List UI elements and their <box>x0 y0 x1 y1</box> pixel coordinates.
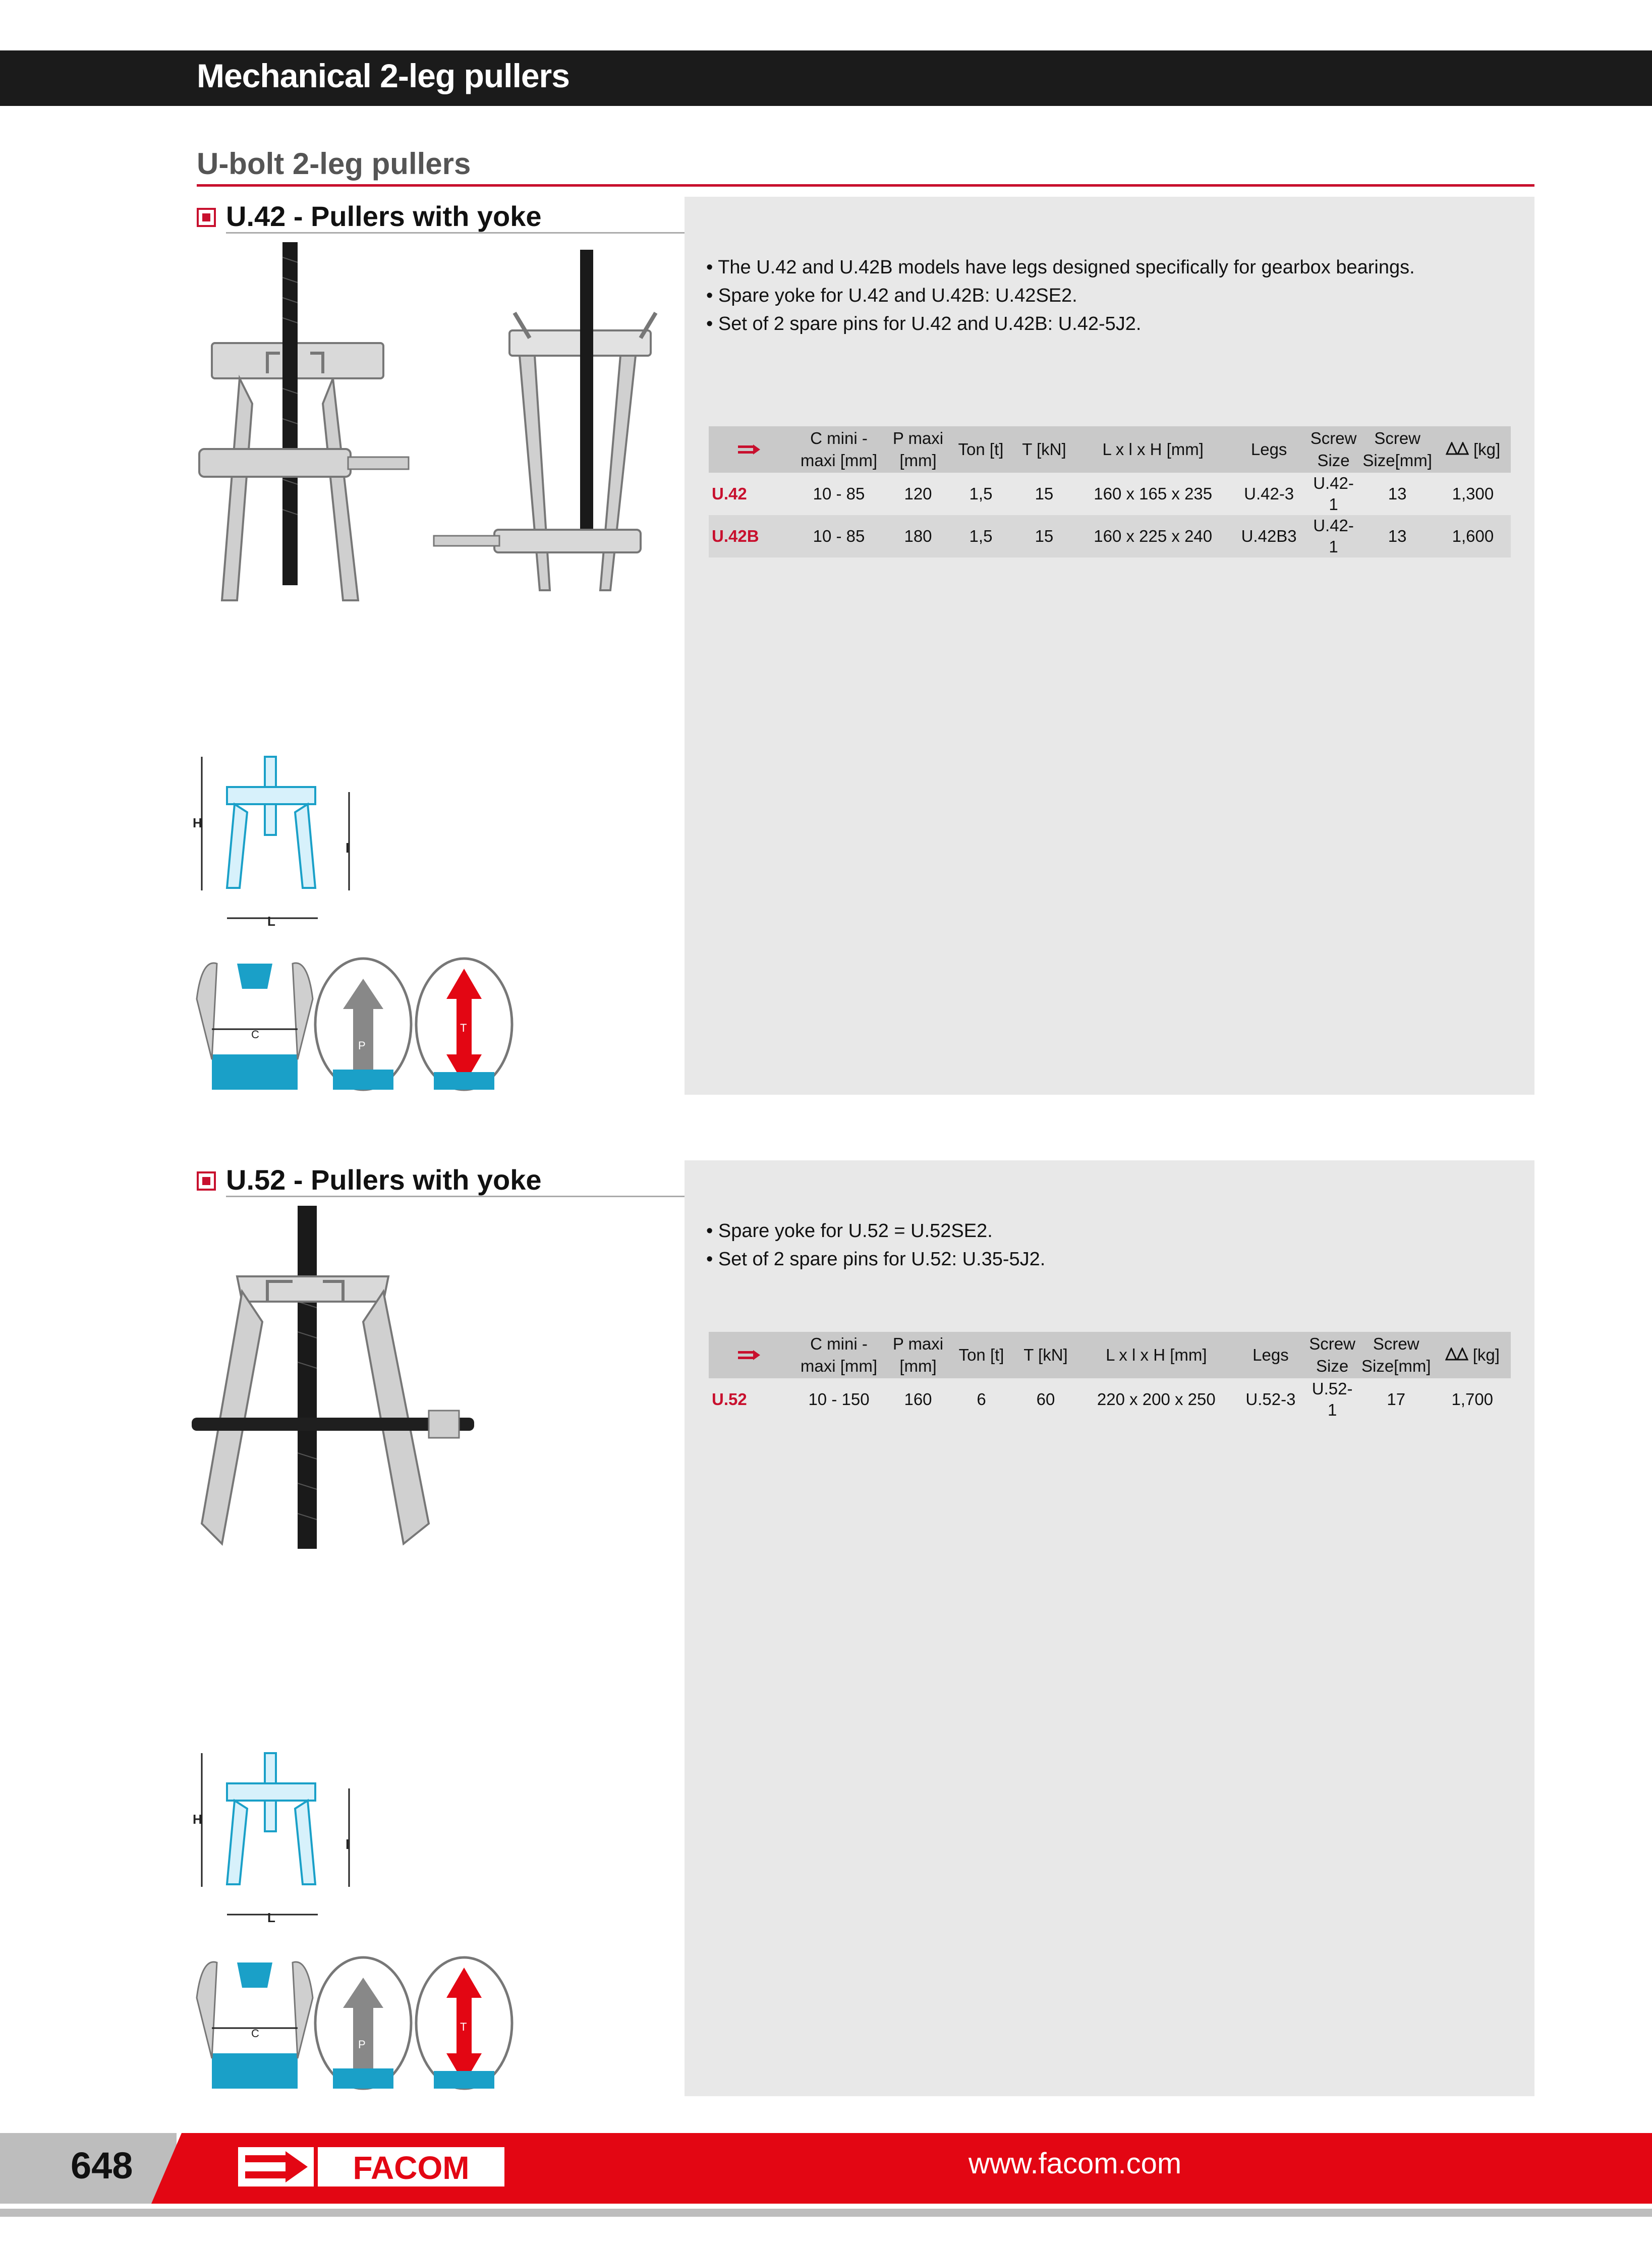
diagram-label-l: l <box>346 1837 350 1852</box>
note-item: • The U.42 and U.42B models have legs designed specifically for gearbox bearings. <box>706 253 1415 282</box>
usage-icons <box>192 1947 515 2099</box>
usage-icons <box>192 948 515 1100</box>
column-header: Screw Size <box>1306 1332 1358 1378</box>
note-item: • Spare yoke for U.42 and U.42B: U.42SE2. <box>706 282 1415 310</box>
table-header-row <box>709 1332 1511 1378</box>
red-square-icon <box>197 208 216 227</box>
column-header: L x l x H [mm] <box>1075 426 1231 473</box>
column-header: T [kN] <box>1014 1332 1077 1378</box>
product-heading-text: U.42 - Pullers with yoke <box>226 200 542 232</box>
cell: 180 <box>887 515 949 557</box>
product-heading-text: U.52 - Pullers with yoke <box>226 1164 542 1196</box>
column-header: T [kN] <box>1013 426 1075 473</box>
note-item: • Set of 2 spare pins for U.42 and U.42B: U.42-5J2. <box>706 310 1415 338</box>
section-title: U-bolt 2-leg pullers <box>197 147 471 181</box>
column-header: Legs <box>1235 1332 1306 1378</box>
usage-label-p: P <box>358 2038 366 2051</box>
cell: 220 x 200 x 250 <box>1097 1390 1216 1409</box>
footer-stripe <box>0 2209 1652 2217</box>
product-photo-u42 <box>192 237 666 621</box>
usage-label-p: P <box>358 1039 366 1052</box>
cell: 17 <box>1387 1390 1406 1409</box>
note-item: • Spare yoke for U.52 = U.52SE2. <box>706 1217 1045 1245</box>
cell: 10 - 85 <box>813 484 865 503</box>
usage-label-c: C <box>251 1028 259 1041</box>
puller-diagram <box>192 1743 368 1925</box>
column-header: Ton [t] <box>949 1332 1014 1378</box>
usage-label-t: T <box>460 1022 467 1034</box>
diagram-label-width: L <box>267 1910 275 1925</box>
column-header: L x l x H [mm] <box>1077 1332 1235 1378</box>
column-header: Legs <box>1231 426 1307 473</box>
website-link[interactable]: www.facom.com <box>969 2147 1182 2180</box>
cell: 1,300 <box>1452 484 1494 503</box>
cell: U.42-1 <box>1313 474 1354 514</box>
cell: U.42B3 <box>1231 515 1307 557</box>
column-header: P maxi [mm] <box>887 426 949 473</box>
cell: 13 <box>1359 515 1435 557</box>
cell: 160 x 165 x 235 <box>1094 484 1213 503</box>
column-header: P maxi [mm] <box>887 1332 949 1378</box>
spec-table-u52 <box>709 1332 1511 1421</box>
cell: 6 <box>977 1390 986 1409</box>
cell: 1,5 <box>969 484 993 503</box>
cell-ref: U.42B <box>709 515 790 557</box>
cell: 15 <box>1013 515 1075 557</box>
cell: 10 - 85 <box>790 515 887 557</box>
cell: 1,5 <box>949 515 1013 557</box>
spec-table-u42 <box>709 426 1511 557</box>
diagram-label-width: L <box>267 914 275 928</box>
table-row <box>709 1378 1511 1421</box>
section-divider <box>197 184 1534 187</box>
ref-column-header <box>709 1332 790 1378</box>
column-header: Screw Size[mm] <box>1358 1332 1434 1378</box>
note-item: • Set of 2 spare pins for U.52: U.35-5J2. <box>706 1245 1045 1273</box>
cell-ref: U.52 <box>712 1390 747 1409</box>
column-header: Ton [t] <box>949 426 1013 473</box>
column-header: Screw Size[mm] <box>1359 426 1435 473</box>
red-square-icon <box>197 1171 216 1191</box>
weight-icon <box>1446 442 1469 455</box>
column-header: C mini - maxi [mm] <box>790 426 887 473</box>
ref-icon <box>738 1350 761 1361</box>
table-row <box>709 515 1511 557</box>
cell: 15 <box>1035 484 1054 503</box>
usage-label-c: C <box>251 2027 259 2040</box>
cell: 13 <box>1388 484 1407 503</box>
facom-logo <box>237 2144 509 2190</box>
weight-icon <box>1445 1348 1468 1361</box>
column-header: C mini - maxi [mm] <box>790 1332 887 1378</box>
weight-column-header <box>1435 426 1511 473</box>
usage-label-t: T <box>460 2021 467 2033</box>
product-panel-u52 <box>685 1160 1534 2096</box>
ref-icon <box>738 444 761 455</box>
cell: 160 <box>904 1390 932 1409</box>
diagram-label-h: H <box>193 815 202 830</box>
puller-diagram <box>192 747 368 928</box>
weight-unit: [kg] <box>1472 1345 1500 1364</box>
cell: U.52-3 <box>1245 1390 1296 1409</box>
cell: U.42-1 <box>1307 515 1360 557</box>
cell: 10 - 150 <box>808 1390 870 1409</box>
cell: U.42-3 <box>1244 484 1294 503</box>
cell: 1,700 <box>1451 1390 1494 1409</box>
weight-column-header <box>1434 1332 1511 1378</box>
column-header: Screw Size <box>1307 426 1360 473</box>
table-header-row <box>709 426 1511 473</box>
diagram-label-l: l <box>346 840 350 856</box>
cell-ref: U.42 <box>712 484 747 503</box>
cell: 160 x 225 x 240 <box>1075 515 1231 557</box>
product-notes-u52 <box>706 1217 1045 1273</box>
table-row <box>709 473 1511 515</box>
cell: 60 <box>1036 1390 1055 1409</box>
product-photo-u52 <box>192 1201 515 1564</box>
cell: 1,600 <box>1435 515 1511 557</box>
page-number: 648 <box>71 2145 133 2186</box>
ref-column-header <box>709 426 790 473</box>
brand-name: FACOM <box>353 2150 470 2186</box>
diagram-label-h: H <box>193 1812 202 1827</box>
page-title: Mechanical 2-leg pullers <box>197 57 569 94</box>
weight-unit: [kg] <box>1473 440 1501 459</box>
cell: U.52-1 <box>1312 1379 1353 1419</box>
cell: 120 <box>904 484 932 503</box>
product-notes-u42 <box>706 253 1415 338</box>
